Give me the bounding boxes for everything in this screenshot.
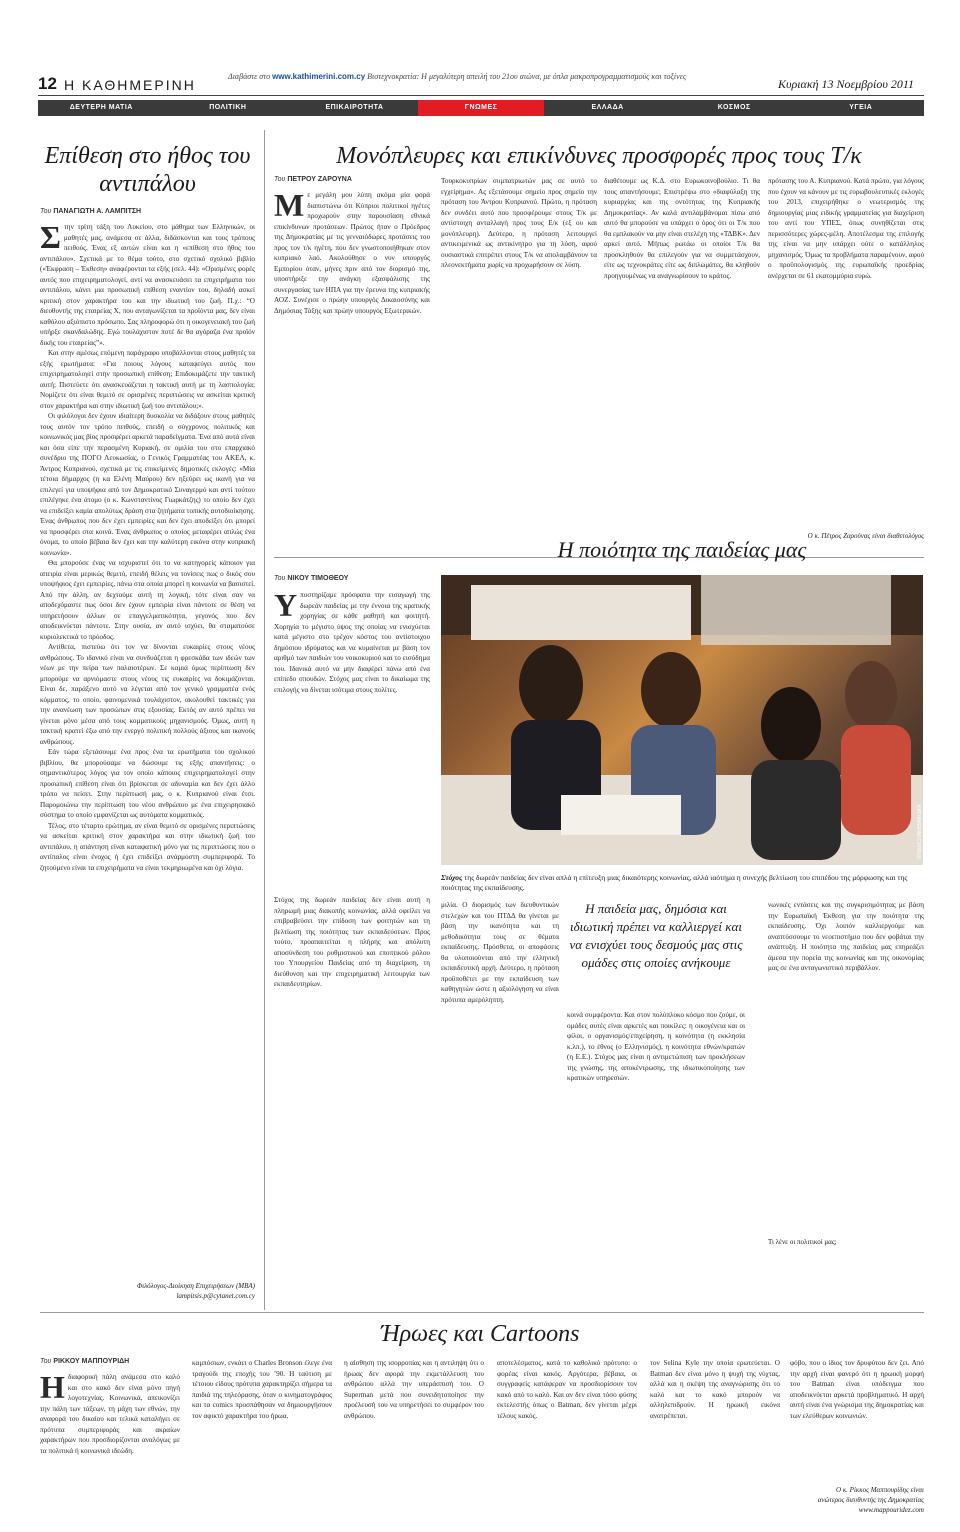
article1-title: Επίθεση στο ήθος του αντιπάλου <box>44 143 251 197</box>
article4-website[interactable]: www.mappouridez.com <box>858 1506 924 1514</box>
article4-column-4: αποτελέσματος, κατά το καθολικό πρότυπο: ο φορέας είναι κακός. Αργότερα, βέβαια, οι συγγραφείς κατάφεραν να προσδιορίσουν τον κακό από το καλό. Και αν δεν είναι τόσο φύσης εκτελεστής όπως ο Batman, δεν γίνεται μέχρι τέλους κακός. <box>497 1359 637 1420</box>
article4-column-5: τον Selina Kyle την οποία ερωτεύεται. Ο Batman δεν είναι μόνο η ψυχή της νύχτας, αλλά και η σκέψη της αναγνώρισης ότι το καλό και το κακό μπορούν να αλληλεπιδρούν. Η ηρωική εικόνα ανατρέπεται. <box>650 1359 780 1420</box>
header-strap <box>228 72 728 81</box>
strap-text: Βιοτεχνοκρατία: Η μεγαλύτερη απειλή του 21ου αιώνα, με όπλα μακροπρογραμματισμούς και τοξίνες <box>367 72 687 81</box>
article1-signature-email: lampitsis.p@cytanet.com.cy <box>176 1292 255 1300</box>
page-number: 12 <box>38 74 57 93</box>
article1-body <box>40 222 255 1272</box>
nav-item-ygeia[interactable]: ΥΓΕΙΑ <box>849 104 873 111</box>
article3-column-5: κοινά συμφέροντα. Και στον πολύπλοκο κόσμο που ζούμε, οι ομάδες αυτές είναι αρκετές και ποικίλες: η οικογένεια και οι φίλοι, ο οργανισμός/επιχείρηση, η κοινότητα (η εκκλησία κ.λπ.), το έθνος (ο Ελληνισμός), η κοινότητα εθνών/κρατών (η Ε.Ε.). Στόχος μας είναι η αντιμετώπιση των προκλήσεων της γνώσης, της αποκέντρωσης, της ιδιωτικοποίησης των κρατικών υπηρεσιών. <box>567 1011 745 1082</box>
byline-prefix: Του <box>274 575 286 582</box>
article4-column-2: καμπόσιων, ενκάει ο Charles Bronson έλεγε ένα τραγούδι της εποχής του ’90. Η ταύτιση με τέτοιου είδους πρότυπα χαρακτηρίζει σήμερα τα παιδιά της τηλεόρασης, όταν ο κινηματογράφος και τα comics προσπάθησαν να δημιουργήσουν τον αφικτό χαρακτήρα του ήρωα. <box>192 1359 332 1420</box>
article1-signature-role: Φιλόλογος-Διοίκηση Επιχειρήσεων (MBA) <box>136 1282 255 1290</box>
article3-text: ποστηρίζαμε πρόσφατα την εισαγωγή της δωρεάν παιδείας με την έννοια της κρατικής χορηγίας σε κάθε μαθητή και φοιτητή. Χορηγία το μέγιστο ύψος της οποίας να ενισχύεται κατά μέγιστο στο τρέχον κόστος του αντίστοιχου δημόσιου ιδρύματος και να κυμαίνεται με βάση τον αριθμό των παιδιών του νοικοκυριού και το εισόδημα του. Ιδανικά αυτό να μην διαφέρει πάνω από ένα επίπεδο σπουδών. Στόχος μας είναι το δικαίωμα της επιλογής να δίνεται ισότιμα στους πολίτες. <box>274 591 430 694</box>
article4-title: Ήρωες και Cartoons <box>380 1321 580 1347</box>
article4-byline <box>40 1358 129 1365</box>
header-rule <box>38 95 924 96</box>
section-divider <box>40 1312 924 1313</box>
article2-dropcap: Μ <box>274 190 305 223</box>
pull-quote: Η παιδεία μας, δημόσια και ιδιωτική πρέπει να καλλιεργεί και να ενισχύει τους δεσμούς μας στις ομάδες στις οποίες ανήκουμε <box>569 901 743 970</box>
article3-column-4: νωνικές εντάσεις και της συγκρισιμότητας με βάση την Ευρωπαϊκή Έκθεση για την ποιότητα της εκπαίδευσης. Όχι λοιπόν καλλιεργούμε και αναπτύσσουμε το νεοεπιστήμιο που δεν φοβάται την ανάπτυξη. Η ποιότητα της παιδείας μας επηρεάζει άμεσα την πορεία της κοινωνίας και της οικονομίας μας σε ένα ανταγωνιστικό περιβάλλον. <box>768 901 924 972</box>
nav-item-epikairotita[interactable]: ΕΠΙΚΑΙΡΟΤΗΤΑ <box>325 104 384 111</box>
nav-item-kosmos[interactable]: ΚΟΣΜΟΣ <box>717 104 751 111</box>
article2-byline <box>274 176 352 183</box>
article2-author: ΠΕΤΡΟΥ ΖΑΡΟΥΝΑ <box>287 176 352 183</box>
article1-author: ΠΑΝΑΓΙΩΤΗ Α. ΛΑΜΠΙΤΣΗ <box>53 208 142 215</box>
article1-paragraph: Οι φιλόλογοι δεν έχουν ιδιαίτερη δυσκολία να διδάξουν στους μαθητές τους αυτόν τον τρόπο πειθούς, επειδή ο σύγχρονος πολιτικός και κοινωνικός μας βίος προσφέρει αρκετά παραδείγματα. Ένα από αυτά είναι και όσα είπε την περασμένη Κυριακή, σε ομιλία του στο επαρχιακό συνέδριο της ΠΟΓΟ Λευκωσίας, ο Γενικός Γραμματέας του ΑΚΕΛ, κ. Άντρος Κυπριανού, σχετικά με τις επικείμενες δημοτικές εκλογές: «Μία τέτοια δήμαρχος (η κα Ελένη Μαύρου) δεν ηξεύρει ως ικανή για να επιλεγεί για υποψήφια από τον Δημοκρατικό Συναγερμό και αντί τούτου επιλέγηκε ένα άτομο (ο κ. Κωνσταντίνος Γιωρκάτζης) το οποίο δεν έχει να επιδείξει καμία απολύτως δράση στα ζητήματα τοπικής αυτοδιοίκησης. Ένας άνθρωπος που δεν έχει εμπειρίες και δεν έχει αποδείξει ότι μπορεί να προσφέρει στα κοινά. Ένας άνθρωπος ο οποίος μεταφέρει απλώς ένα όνομα, το οποίο βέβαια δεν έχει και την καλύτερη εικόνα στην κυπριακή κοινωνία». <box>40 412 255 557</box>
nav-item-deuteri-matia[interactable]: ΔΕΥΤΕΡΗ ΜΑΤΙΑ <box>69 104 133 111</box>
byline-prefix: Του <box>40 1358 52 1365</box>
article4-column-3: η αίσθηση της ισορροπίας και η αντιληψη ότι ο ήρωας δεν αφορά την εκμετάλλευση του ανθρώπου αλλά την υπεράσπισή του. Ο Superman μετά που συνειδητοποίησε την προέλευσή του να υπηρετήσει το συμφέρον του ανθρώπου. <box>344 1359 484 1420</box>
education-fair-photo <box>441 575 923 865</box>
article2-column-4: πρότασης του Α. Κυπριανού. Κατά πρώτο, για λόγους που έχουν να κάνουν με τις ευρωβουλευτικές εκλογές του 2013, επιχειρήθηκε ο νεωτερισμός της δημιουργίας μιας ειδικής γραμματείας για διαχείριση του αντί του ΥΠΕΣ, όπως συνηθίζεται στις περισσότερες χώρες-μέλη. Αποτέλεσμα της επιλογής της είναι να μην υπάρχει ούτε ο κατάλληλος μηχανισμός. Όμως τα προβλήματα παραμένουν, αφού ο προϋπολογισμός της ευρωπαϊκής προεδρίας ανέρχεται σε 61 εκατομμύρια ευρώ. <box>768 177 924 280</box>
article3-dropcap: Υ <box>274 590 298 623</box>
article3-title: Η ποιότητα της παιδείας μας <box>557 537 807 562</box>
issue-date: Κυριακή 13 Νοεμβρίου 2011 <box>777 77 914 91</box>
article1-dropcap: Σ <box>40 222 61 255</box>
article2-text: ε μεγάλη μου λύπη ακόμα μία φορά διαπιστώνω ότι Κύπριοι πολιτικοί ηγέτες προχωρούν στην παρουσίαση εθνικά επικίνδυνων προτάσεων. Πρώτος ήταν ο Πρόεδρος της Δημοκρατίας με τις γενναιόδωρες προτάσεις του προς τον τ/κ ηγέτη, που δεν γνωστοποιήθηκαν στον κυπριακό λαό. Ακολούθησε ο νυν υπουργός Εμπορίου όταν, μήνες πριν από τον διορισμό της, υποστήριξε την ανάγκη εξασφάλισης της συνεργασίας των ΗΠΑ για την έρευνα της κυπριακής ΑΟΖ. Συνέχισε ο πρώην υπουργός Δικαιοσύνης και Δημόσιας Τάξης και πρώην υπουργός Εξωτερικών. <box>274 191 430 315</box>
article4-column-1 <box>40 1372 180 1522</box>
article3-closing-line: Τι λένε οι πολιτικοί μας; <box>768 1238 837 1246</box>
section-nav <box>38 100 924 116</box>
article4-text: διαφορική πάλη ανάμεσα στο καλό και στο κακό δεν είναι μόνο πηγή λογοτεχνίας. Κοινωνικά, απεικονίζει την πάλη των τάξεων, τη μάχη των εθνών, την αναφορά του δικαίου και τελικά καταλήγει σε πρότυπα συμπεριφοράς και ακραίων χαρακτήρων που προσδιορίζονται αναλόγως με τα πολιτικά ή κοινωνικά ιδεώδη. <box>40 1373 180 1455</box>
article4-author: ΡΙΚΚΟΥ ΜΑΠΠΟΥΡΙΔΗ <box>53 1358 130 1365</box>
article4-dropcap: Η <box>40 1372 65 1405</box>
article4-signature-role: ανώτερος διευθυντής της Δημοκρατίας <box>817 1496 924 1504</box>
article1-byline <box>40 208 141 215</box>
article2-title: Μονόπλευρες και επικίνδυνες προσφορές προς τους Τ/κ <box>336 143 862 169</box>
article1-paragraph: Και στην αμέσως επόμενη παράγραφο υποβάλλονται στους μαθητές τα εξής ερωτήματα: «Για ποιους λόγους καταφεύγει αυτός που επιχειρηματολογεί στην προσωπική επίθεση; Επιδοκιμάζετε την τακτική αυτή; Πιστεύετε ότι ανασκευάζεται η τακτική αυτή με τη λασπολογία; Νομίζετε ότι είναι θεμιτό σε ορισμένες περιπτώσεις να ασκείται κριτική στον χαρακτήρα και στην ιδιωτική ζωή του αντιπάλου;». <box>40 349 255 410</box>
byline-prefix: Του <box>40 208 52 215</box>
article3-column-3: μιλία. Ο διορισμός των διευθυντικών στελεχών και του ΠΤΔΔ θα γίνεται με βάση την ικανότητα και τη μεθοδικότητα τους σε θέματα εκπαίδευσης. Πρόσθετα, οι αποφάσεις θα υλοποιούνται από την ελληνική εκπαιδευτική αρχή. Δεύτερο, η πρόταση προϋποθέτει με την εκπαίδευση των καθηγητών ώστε η αξιολόγηση να είναι πρότυπα αμερόληπτη. <box>441 901 559 1004</box>
article3-author: ΝΙΚΟΥ ΤΙΜΟΘΕΟΥ <box>287 575 349 582</box>
strap-url[interactable]: www.kathimerini.com.cy <box>272 72 366 81</box>
article4-signature: Ο κ. Ρίκκος Μαππουρίδης είναι <box>836 1486 924 1494</box>
article1-paragraph: Εάν τώρα εξετάσουμε ένα προς ένα τα ερωτήματα του σχολικού βιβλίου, θα μπορούσαμε να δώσουμε τις εξής απαντήσεις: ο σημαντικότερος λόγος για τον οποίο κάποιος επιχειρηματολογεί στην προσωπική επίθεση είναι ότι βρίσκεται σε αδυναμία και δεν έχει άλλο τρόπο να πείσει. Στην περίπτωσή μας, ο κ. Κυπριανού είναι έτσι. Παρομοιώνω την περίπτωση του νέου ανθρώπου με ένα επιχειρησιακό σύστημα το οποίο εμφανίζεται ως αυτόματα κομματικός. <box>40 748 255 819</box>
newspaper-name: Η ΚΑΘΗΜΕΡΙΝΗ <box>64 77 196 93</box>
photo-illustration <box>441 575 923 865</box>
column-divider <box>264 130 265 1310</box>
article3-byline <box>274 575 348 582</box>
photo-caption <box>441 873 923 893</box>
article2-column-2: Τουρκοκυπρίων συμπατριωτών μας σε αυτό το εγχείρημα». Ας εξετάσουμε σημείο προς σημείο την πρόταση του Άντρου Κυπριανού. Πρώτο, η πρόταση δεν συνδέει αυτό που προσφέρουμε στους Τ/κ με αντίστοιχη ανταλλαγή προς τους Ε/κ (εξ ου και μονόπλευρη). Δεύτερο, η πρόταση λειτουργεί αντικειμενικά ως αντικίνητρο για τη λύση, αφού ουσιαστικά επιτρέπει στους Τ/κ να απολαμβάνουν τα πλεονεκτήματα χωρίς να προχωρήσουν σε λύση. <box>441 177 597 269</box>
caption-text: της δωρεάν παιδείας δεν είναι απλά η επίτευξη μιας δικαιότερης κοινωνίας, αλλά ιαότημα η συνεχής βελτίωση του επιπέδου της μόρφωσης και της ποιότητας της εκπαίδευσης. <box>441 873 908 892</box>
byline-prefix: Του <box>274 176 286 183</box>
nav-item-ellada[interactable]: ΕΛΛΑΔΑ <box>591 104 624 111</box>
photo-credit: KATHIMERINI CYPRUS <box>915 805 921 860</box>
nav-item-gnomes[interactable]: ΓΝΩΜΕΣ <box>418 100 545 116</box>
article1-paragraph: Αντίθετα, πιστεύω ότι τον να δίνονται ευκαιρίες στους νέους ανθρώπους. Το ιδανικό είναι να συνδυάζεται η φρεσκάδα των ιδεών των νέων με την πείρα των παλαιοτέρων. Σε καμιά όμως περίπτωση δεν μπορούμε να αρνιόμαστε στους νέους τις ευκαιρίες να δοκιμάζονται. Είναι δε, παράξενο αυτό να λέγεται από τον γενικό γραμματέα ενός κόμματος, το οποίο, φαινομενικά τουλάχιστον, ακολουθεί τακτικές για την ανανέωση των προσώπων στις εξουσίας. Εκτός αν αυτό πρέπει να γίνεται μόνο μέσα από τους κομματικούς μηχανισμούς. Όμως, αυτή η τακτική κρατεί έξω από την ενεργό πολιτική πολλούς άξιους και ικανούς ανθρώπους. <box>40 643 255 746</box>
article1-paragraph: Θα μπορούσε ένας να ισχυριστεί ότι το να κατηγορείς κάποιον για απειρία είναι μερικώς θεμιτό, επειδή θέλεις να τονίσεις πως ο δικός σου υποψήφιος έχει εμπειρίες, πάνω στα οποία μπορεί η κοινωνία να βασιστεί. Από την άλλη, αν δεχτούμε αυτή τη λογική, τότε είναι σαν να αποδεχόμαστε πως όσοι δεν έχουν εμπειρία είναι πάντοτε σε θέση να υπηρετήσουν άλλων σε επαγγελματικότητα, γεγονός που δεν αποδεικνύεται πάντοτε. Στην ουσία, αν αυτό ισχύει, θα σταματούσε κυριολεκτικά το πρόοδος. <box>40 559 255 641</box>
caption-lead: Στόχος <box>441 873 463 882</box>
article1-lead: την τρίτη τάξη του Λυκείου, στο μάθημα των Ελληνικών, οι μαθητές μας, ανάμεσα σε άλλα, διδάσκονται και τους τρόπους πειθούς. Ένας εξ αυτών είναι και η «επίθεση στο ήθος του αντιπάλου». Σχετικά με το θέμα τούτο, στο σχετικό σχολικό βιβλίο («Έκφραση – Έκθεση» αναφέρονται τα εξής (σελ. 44): «Ορισμένες φορές αυτός που επιχειρηματολογεί, αντί να ανασκευάσει τα επιχειρήματα του αντιπάλου, κάνει μια προσωπική επίθεση εναντίον του, δηλαδή ασκεί κριτική στον χαρακτήρα του και την ιδιωτική του ζωή. Π.χ.: “Ο διευθυντής της εταιρείας Χ, που ανταγωνίζεται τα προϊόντα μας, δεν είναι καθόλου αξιόπιστο πρόσωπο. Σας πληροφορώ ότι η οικογενειακή του ζωή υπήρξε σκανδαλώδης. Εγώ τουλάχιστον ποτέ δε θα αγόραζα ένα προϊόν δικής του εταιρείας”». <box>40 223 255 347</box>
article1-paragraph: Τέλος, στο τέταρτο ερώτημα, αν είναι θεμιτό σε ορισμένες περιπτώσεις να ασκείται κριτική στον χαρακτήρα και στην ιδιωτική ζωή του αντιπάλου, η απάντηση είναι καταφατική μόνο για τις περιπτώσεις που ο αντίπαλος είναι ένοχος ή έχει επιδείξει ανάρμοστη συμπεριφορά. Το ζητούμενο είναι τα επιχειρήματα να είναι τεκμηριωμένα και όχι λόγια. <box>40 821 255 872</box>
nav-item-politiki[interactable]: ΠΟΛΙΤΙΚΗ <box>209 104 247 111</box>
article2-column-1 <box>274 190 430 550</box>
strap-read: Διαβάστε στο <box>228 72 271 81</box>
article3-column-1 <box>274 590 430 890</box>
article3-column-2: Στόχος της δωρεάν παιδείας δεν είναι αυτή η πληρωμή μιας διακοπής κοινωνίας, αλλά οφείλει να επιβραβεύσει την επίδοση των φοιτητών και τη βελτίωση της ποιότητας των εκπαιδεύσεων. Προς τούτο, προαπαιτείται η πλήρης και απόλυτη αποσύνδεση του ρυθμιστικού και εποπτικού ρόλου του Υπουργείου Παιδείας από τη διαχείριση, τη διεύθυνση και την επιχειρηματική λειτουργία των εκπαιδευτηρίων. <box>274 896 430 988</box>
article4-column-6: φόβο, που ο ίδιος τον δρυφύτου δεν ζει. Από την αρχή είναι φανερό ότι η ηρωική μορφή του Batman είναι υπόδειγμα που αποδεικνύεται αρκετά προβληματικό. Η αρχή αυτή είναι ένα γνώρισμα της δημοκρατίας και των ελεύθερων κοινωνιών. <box>790 1359 924 1420</box>
article2-column-3: διαθέτουμε ως Κ.Δ. στο Ευρωκοινοβούλιο. Τι θα τους απαντήσουμε; Επιστρέψω στο «διαφύλαξη της κυριαρχίας και της οντότητας της Κυπριακής Δημοκρατίας». Αν καλά αντιλαμβάνομαι πίσω από αυτό θα μπορούσε να υπάρχει ο όρος ότι οι Τ/κ που θα εμπλακούν να μην είναι στελέχη της «ΤΔΒΚ». Δεν αρκεί αυτό. Μήπως ρωτάω οι οποίοι Τ/κ θα προσκληθούν θα επιλεγούν για να συμμετάσχουν, είτε ως τεχνοκράτες είτε ως διπλωμάτες, θα κληθούν προηγουμένως να αναγνωρίσουν το κράτος. <box>604 177 760 280</box>
article2-signature: Ο κ. Πέτρος Ζαρούνας είναι διαθετολόγος <box>807 532 924 540</box>
